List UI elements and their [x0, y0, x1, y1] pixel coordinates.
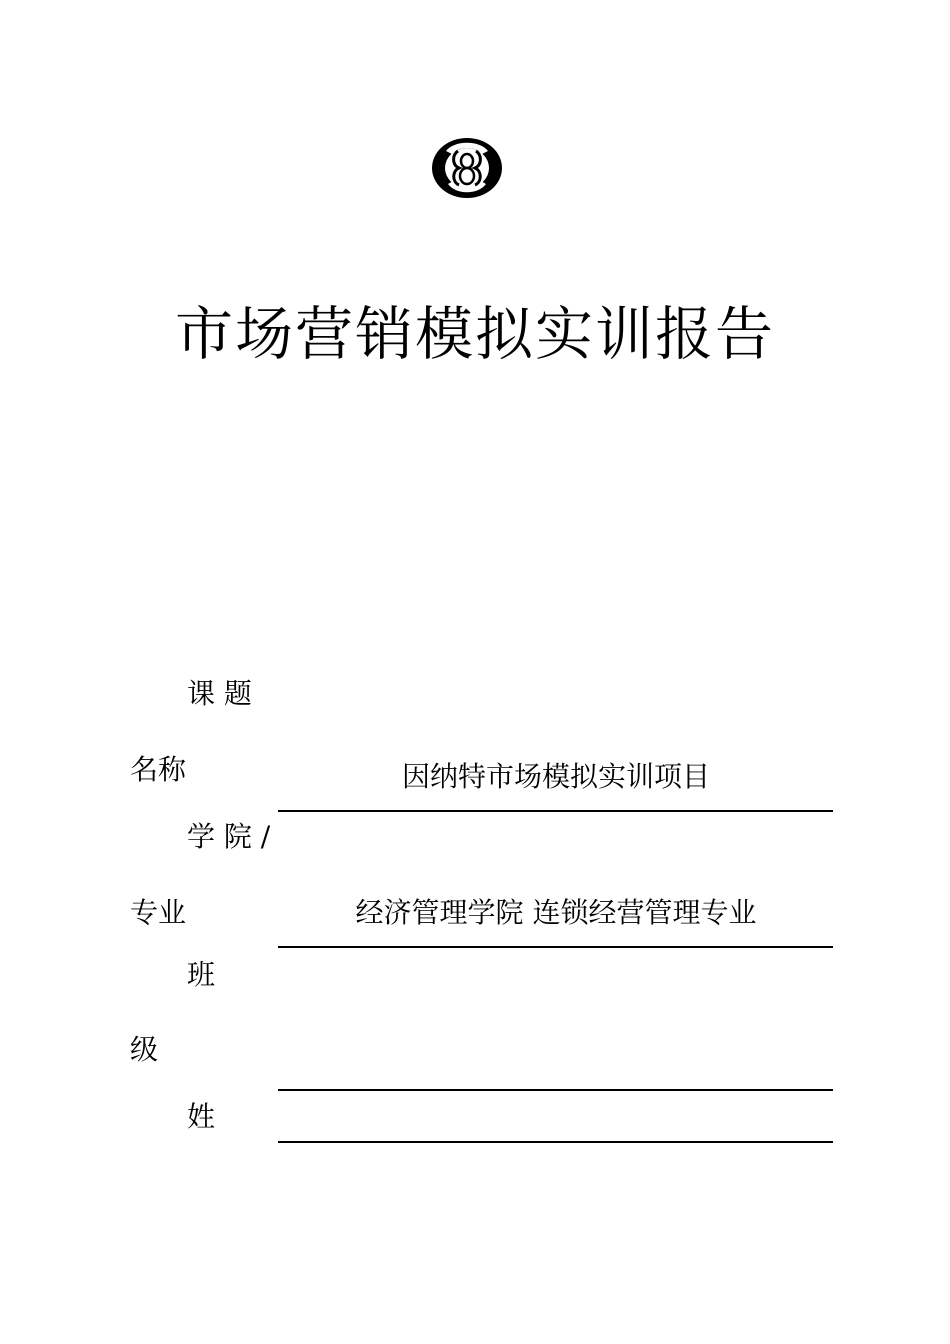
school-emblem-icon	[430, 137, 504, 199]
college-label: 学 院 /	[187, 820, 271, 853]
major-label: 专业	[130, 896, 187, 929]
college-major-value: 经济管理学院 连锁经营管理专业	[355, 896, 757, 929]
report-title: 市场营销模拟实训报告	[174, 300, 775, 368]
topic-value: 因纳特市场模拟实训项目	[401, 760, 710, 793]
class-label: 班	[187, 958, 216, 991]
class-label-second: 级	[130, 1033, 159, 1066]
name-label: 姓	[187, 1100, 216, 1133]
topic-label-name: 名称	[130, 753, 187, 786]
topic-underline	[278, 810, 833, 812]
college-underline	[278, 946, 833, 948]
topic-label: 课 题	[187, 677, 252, 710]
name-underline	[278, 1141, 833, 1143]
class-underline	[278, 1089, 833, 1091]
